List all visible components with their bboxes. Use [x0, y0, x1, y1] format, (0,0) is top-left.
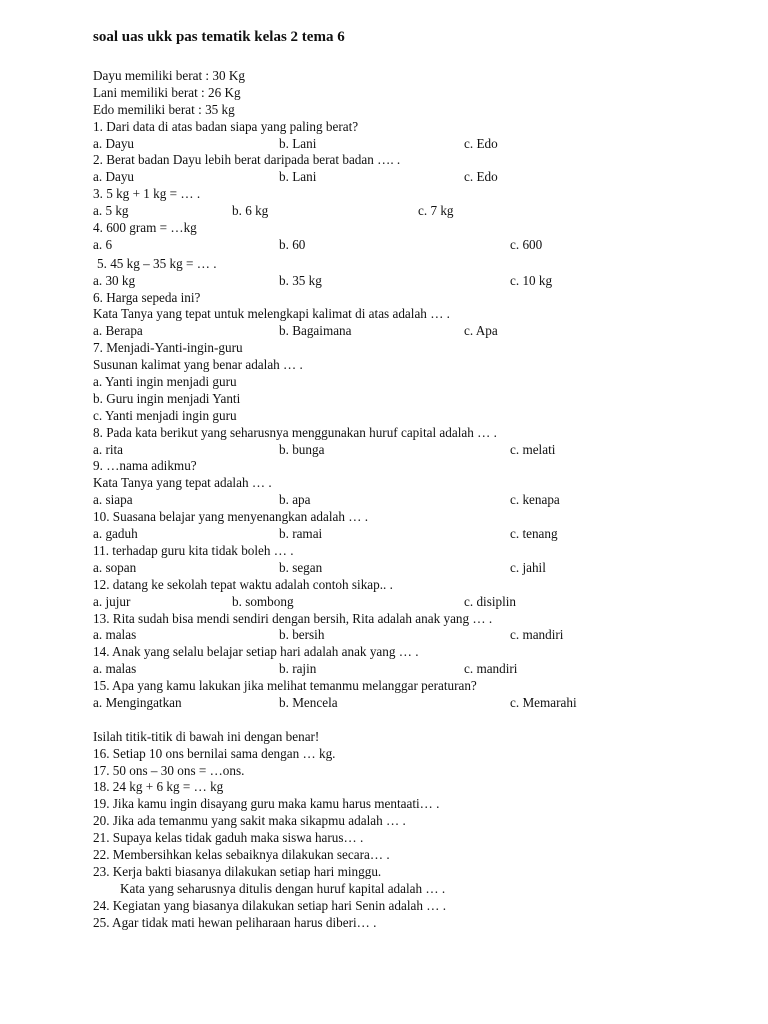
option-c: c. mandiri — [510, 627, 564, 643]
question-8: 8. Pada kata berikut yang seharusnya menggunakan huruf capital adalah … . — [93, 424, 497, 440]
question-7: 7. Menjadi-Yanti-ingin-guru — [93, 340, 243, 356]
option-c: c. Apa — [464, 323, 498, 339]
essay-question: 23. Kerja bakti biasanya dilakukan setiap hari minggu. — [93, 863, 382, 879]
options-14 — [93, 661, 753, 678]
page-title: soal uas ukk pas tematik kelas 2 tema 6 — [93, 29, 345, 45]
option-b: b. Bagaimana — [279, 323, 352, 339]
essay-question: 18. 24 kg + 6 kg = … kg — [93, 779, 224, 795]
intro-line: Edo memiliki berat : 35 kg — [93, 101, 235, 117]
option-c: c. 10 kg — [510, 272, 553, 288]
options-6 — [93, 323, 753, 340]
essay-question: 20. Jika ada temanmu yang sakit maka sikapmu adalah … . — [93, 813, 406, 829]
options-9 — [93, 492, 753, 509]
option-a: a. gaduh — [93, 526, 138, 542]
option-a: a. sopan — [93, 559, 137, 575]
options-8 — [93, 442, 753, 459]
option-b: b. 60 — [279, 236, 306, 252]
option-a: a. rita — [93, 441, 124, 457]
options-12 — [93, 594, 753, 611]
option-b: b. Guru ingin menjadi Yanti — [93, 390, 241, 406]
option-c: c. Memarahi — [510, 694, 577, 710]
question-6-sub: Kata Tanya yang tepat untuk melengkapi kalimat di atas adalah … . — [93, 306, 450, 322]
options-15 — [93, 695, 753, 712]
option-a: a. Dayu — [93, 135, 135, 151]
question-12: 12. datang ke sekolah tepat waktu adalah contoh sikap.. . — [93, 576, 393, 592]
option-b: b. 35 kg — [279, 272, 322, 288]
options-10 — [93, 526, 753, 543]
options-5 — [93, 273, 753, 290]
essay-question: 17. 50 ons – 30 ons = …ons. — [93, 762, 245, 778]
option-b: b. bunga — [279, 441, 325, 457]
essay-question-sub: Kata yang seharusnya ditulis dengan huruf kapital adalah … . — [120, 880, 446, 896]
option-a: a. Mengingatkan — [93, 694, 182, 710]
option-a: a. malas — [93, 627, 137, 643]
option-c: c. Edo — [464, 135, 498, 151]
question-15: 15. Apa yang kamu lakukan jika melihat temanmu melanggar peraturan? — [93, 678, 477, 694]
option-a: a. malas — [93, 661, 137, 677]
essay-question: 16. Setiap 10 ons bernilai sama dengan … kg. — [93, 745, 336, 761]
option-b: b. 6 kg — [232, 203, 269, 219]
essay-question: 22. Membersihkan kelas sebaiknya dilakukan secara… . — [93, 846, 390, 862]
essay-question: 25. Agar tidak mati hewan peliharaan harus diberi… . — [93, 914, 377, 930]
option-c: c. tenang — [510, 526, 558, 542]
option-b: b. apa — [279, 492, 311, 508]
document — [93, 28, 753, 931]
question-1: 1. Dari data di atas badan siapa yang paling berat? — [93, 118, 359, 134]
option-c: c. disiplin — [464, 593, 517, 609]
options-2 — [93, 169, 753, 186]
essay-heading: Isilah titik-titik di bawah ini dengan benar! — [93, 728, 320, 744]
option-b: b. bersih — [279, 627, 325, 643]
option-c: c. Edo — [464, 169, 498, 185]
question-2: 2. Berat badan Dayu lebih berat daripada berat badan …. . — [93, 152, 401, 168]
question-3: 3. 5 kg + 1 kg = … . — [93, 186, 201, 202]
question-4: 4. 600 gram = …kg — [93, 220, 197, 236]
option-a: a. 6 — [93, 236, 113, 252]
option-a: a. Dayu — [93, 169, 135, 185]
option-b: b. rajin — [279, 661, 317, 677]
question-7-sub: Susunan kalimat yang benar adalah … . — [93, 357, 303, 373]
option-c: c. kenapa — [510, 492, 560, 508]
question-9-sub: Kata Tanya yang tepat adalah … . — [93, 475, 272, 491]
option-b: b. Mencela — [279, 694, 338, 710]
option-c: c. 7 kg — [418, 203, 454, 219]
option-b: b. ramai — [279, 526, 323, 542]
option-c: c. mandiri — [464, 661, 518, 677]
essay-question: 19. Jika kamu ingin disayang guru maka kamu harus mentaati… . — [93, 796, 440, 812]
question-11: 11. terhadap guru kita tidak boleh … . — [93, 542, 294, 558]
options-1 — [93, 136, 753, 153]
option-a: a. 5 kg — [93, 203, 129, 219]
option-b: b. segan — [279, 559, 323, 575]
option-c: c. 600 — [510, 236, 543, 252]
essay-question: 24. Kegiatan yang biasanya dilakukan setiap hari Senin adalah … . — [93, 897, 447, 913]
option-c: c. jahil — [510, 559, 546, 575]
option-a: a. Berapa — [93, 323, 143, 339]
option-a: a. 30 kg — [93, 272, 136, 288]
option-a: a. siapa — [93, 492, 133, 508]
question-6: 6. Harga sepeda ini? — [93, 289, 201, 305]
question-9: 9. …nama adikmu? — [93, 458, 197, 474]
option-c: c. melati — [510, 441, 556, 457]
option-a: a. jujur — [93, 593, 131, 609]
option-b: b. sombong — [232, 593, 294, 609]
options-11 — [93, 560, 753, 577]
essay-question: 21. Supaya kelas tidak gaduh maka siswa harus… . — [93, 830, 364, 846]
option-c: c. Yanti menjadi ingin guru — [93, 407, 237, 423]
question-5: 5. 45 kg – 35 kg = … . — [97, 255, 217, 271]
options-3 — [93, 203, 753, 220]
question-13: 13. Rita sudah bisa mendi sendiri dengan bersih, Rita adalah anak yang … . — [93, 610, 493, 626]
intro-line: Lani memiliki berat : 26 Kg — [93, 84, 241, 100]
option-b: b. Lani — [279, 169, 317, 185]
options-13 — [93, 627, 753, 644]
options-4 — [93, 237, 753, 254]
intro-line: Dayu memiliki berat : 30 Kg — [93, 68, 245, 83]
option-a: a. Yanti ingin menjadi guru — [93, 374, 237, 390]
question-14: 14. Anak yang selalu belajar setiap hari adalah anak yang … . — [93, 644, 419, 660]
section-gap — [93, 712, 753, 729]
option-b: b. Lani — [279, 135, 317, 151]
question-10: 10. Suasana belajar yang menyenangkan adalah … . — [93, 509, 369, 525]
